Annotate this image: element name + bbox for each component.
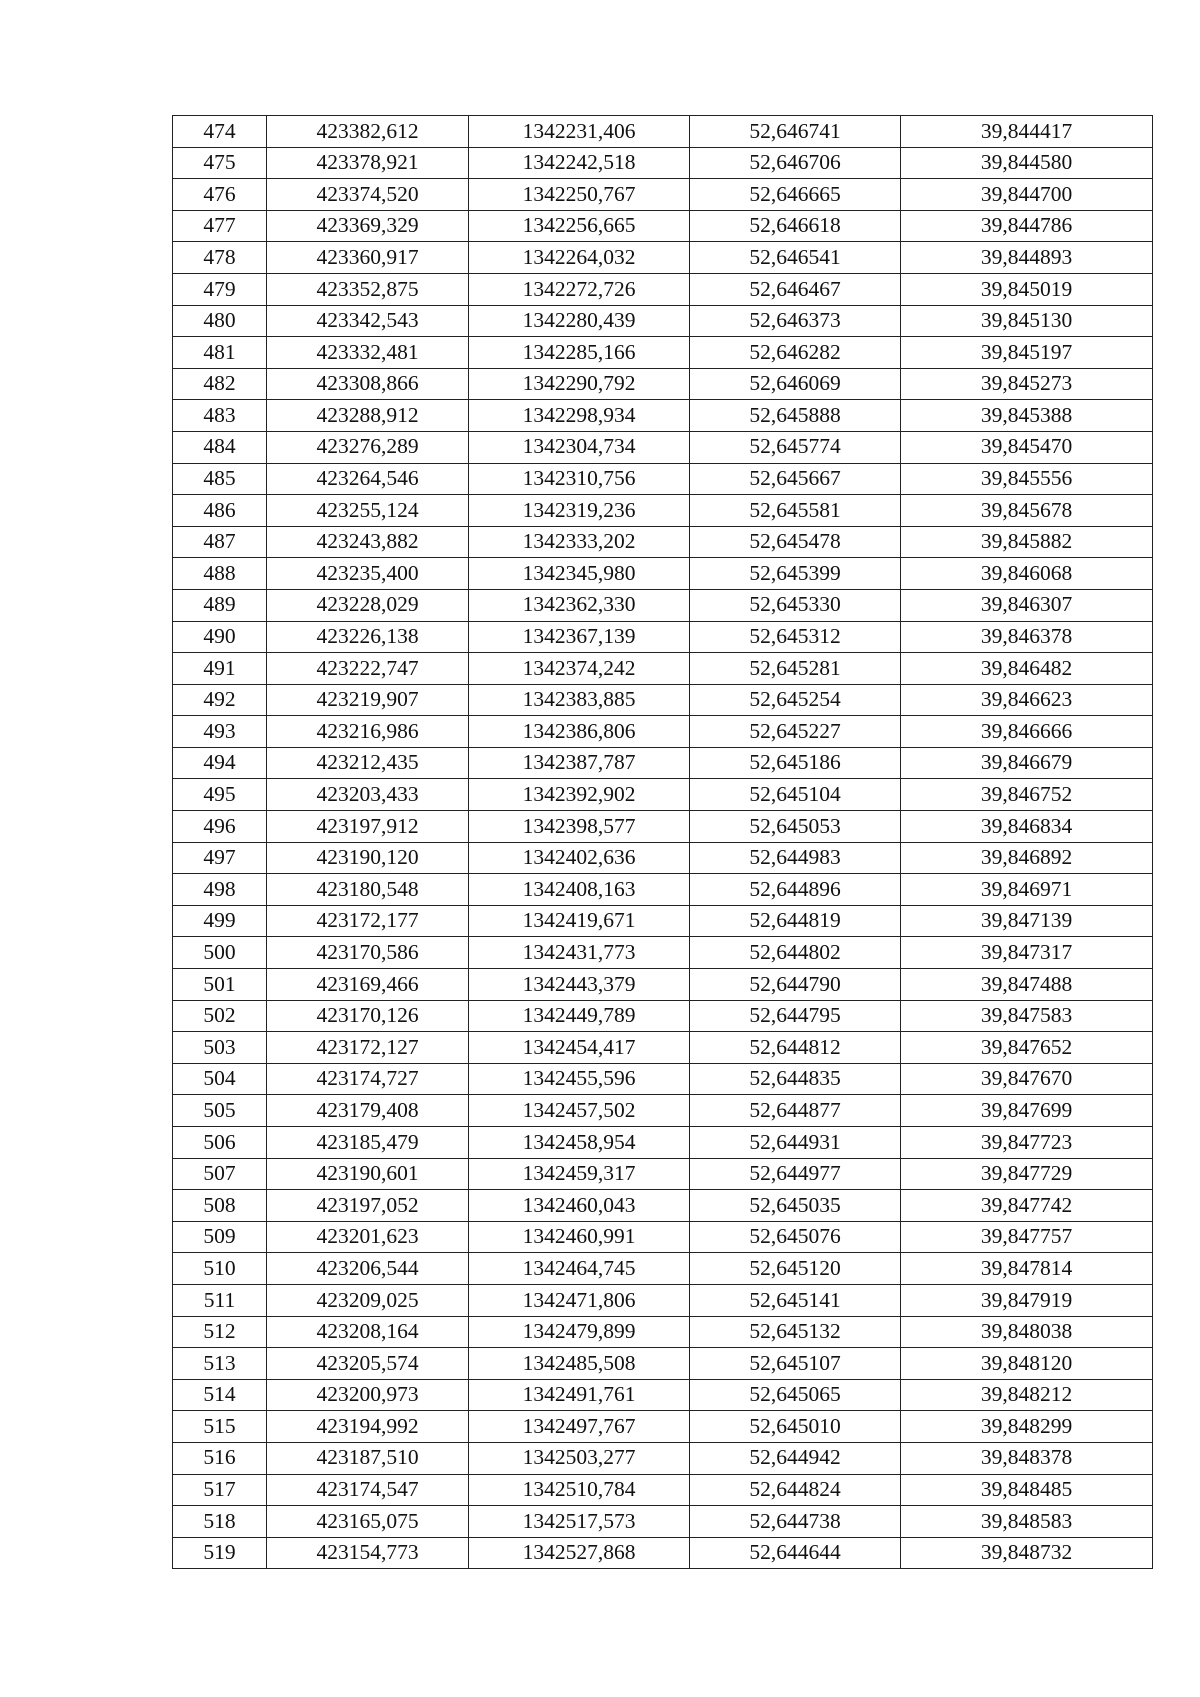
point-number-cell: 478 <box>173 242 267 274</box>
point-number-cell: 505 <box>173 1095 267 1127</box>
longitude-cell: 39,846307 <box>901 589 1153 621</box>
longitude-cell: 39,845882 <box>901 526 1153 558</box>
table-row <box>173 1253 1153 1285</box>
x-coordinate-cell: 423165,075 <box>267 1506 469 1538</box>
x-coordinate-cell: 423170,586 <box>267 937 469 969</box>
table-row <box>173 179 1153 211</box>
x-coordinate-cell: 423172,177 <box>267 905 469 937</box>
latitude-cell: 52,644877 <box>690 1095 901 1127</box>
y-coordinate-cell: 1342362,330 <box>469 589 690 621</box>
latitude-cell: 52,644819 <box>690 905 901 937</box>
x-coordinate-cell: 423197,912 <box>267 811 469 843</box>
table-row <box>173 1537 1153 1569</box>
latitude-cell: 52,644644 <box>690 1537 901 1569</box>
y-coordinate-cell: 1342460,043 <box>469 1190 690 1222</box>
table-row <box>173 210 1153 242</box>
latitude-cell: 52,645399 <box>690 558 901 590</box>
y-coordinate-cell: 1342290,792 <box>469 368 690 400</box>
longitude-cell: 39,846482 <box>901 653 1153 685</box>
table-row <box>173 495 1153 527</box>
x-coordinate-cell: 423228,029 <box>267 589 469 621</box>
table-row <box>173 1506 1153 1538</box>
latitude-cell: 52,645254 <box>690 684 901 716</box>
point-number-cell: 474 <box>173 116 267 148</box>
x-coordinate-cell: 423200,973 <box>267 1379 469 1411</box>
y-coordinate-cell: 1342459,317 <box>469 1158 690 1190</box>
latitude-cell: 52,645330 <box>690 589 901 621</box>
y-coordinate-cell: 1342367,139 <box>469 621 690 653</box>
point-number-cell: 503 <box>173 1032 267 1064</box>
point-number-cell: 484 <box>173 431 267 463</box>
latitude-cell: 52,645076 <box>690 1221 901 1253</box>
x-coordinate-cell: 423352,875 <box>267 273 469 305</box>
table-row <box>173 526 1153 558</box>
table-row <box>173 337 1153 369</box>
x-coordinate-cell: 423185,479 <box>267 1127 469 1159</box>
y-coordinate-cell: 1342333,202 <box>469 526 690 558</box>
latitude-cell: 52,645478 <box>690 526 901 558</box>
table-row <box>173 1316 1153 1348</box>
y-coordinate-cell: 1342285,166 <box>469 337 690 369</box>
table-row <box>173 589 1153 621</box>
table-row <box>173 1127 1153 1159</box>
y-coordinate-cell: 1342402,636 <box>469 842 690 874</box>
longitude-cell: 39,848378 <box>901 1442 1153 1474</box>
latitude-cell: 52,644802 <box>690 937 901 969</box>
latitude-cell: 52,644983 <box>690 842 901 874</box>
longitude-cell: 39,844893 <box>901 242 1153 274</box>
x-coordinate-cell: 423190,601 <box>267 1158 469 1190</box>
longitude-cell: 39,847814 <box>901 1253 1153 1285</box>
point-number-cell: 502 <box>173 1000 267 1032</box>
longitude-cell: 39,845130 <box>901 305 1153 337</box>
longitude-cell: 39,847317 <box>901 937 1153 969</box>
x-coordinate-cell: 423212,435 <box>267 747 469 779</box>
latitude-cell: 52,645010 <box>690 1411 901 1443</box>
latitude-cell: 52,645227 <box>690 716 901 748</box>
longitude-cell: 39,846679 <box>901 747 1153 779</box>
table-row <box>173 779 1153 811</box>
y-coordinate-cell: 1342374,242 <box>469 653 690 685</box>
y-coordinate-cell: 1342387,787 <box>469 747 690 779</box>
x-coordinate-cell: 423169,466 <box>267 969 469 1001</box>
longitude-cell: 39,844580 <box>901 147 1153 179</box>
x-coordinate-cell: 423209,025 <box>267 1284 469 1316</box>
x-coordinate-cell: 423308,866 <box>267 368 469 400</box>
table-row <box>173 905 1153 937</box>
y-coordinate-cell: 1342460,991 <box>469 1221 690 1253</box>
table-row <box>173 147 1153 179</box>
point-number-cell: 480 <box>173 305 267 337</box>
point-number-cell: 512 <box>173 1316 267 1348</box>
y-coordinate-cell: 1342491,761 <box>469 1379 690 1411</box>
point-number-cell: 510 <box>173 1253 267 1285</box>
table-row <box>173 1032 1153 1064</box>
longitude-cell: 39,845678 <box>901 495 1153 527</box>
y-coordinate-cell: 1342479,899 <box>469 1316 690 1348</box>
y-coordinate-cell: 1342431,773 <box>469 937 690 969</box>
latitude-cell: 52,644790 <box>690 969 901 1001</box>
longitude-cell: 39,847583 <box>901 1000 1153 1032</box>
latitude-cell: 52,645035 <box>690 1190 901 1222</box>
latitude-cell: 52,646665 <box>690 179 901 211</box>
latitude-cell: 52,646618 <box>690 210 901 242</box>
y-coordinate-cell: 1342272,726 <box>469 273 690 305</box>
table-row <box>173 558 1153 590</box>
latitude-cell: 52,646069 <box>690 368 901 400</box>
table-row <box>173 1158 1153 1190</box>
x-coordinate-cell: 423216,986 <box>267 716 469 748</box>
latitude-cell: 52,645774 <box>690 431 901 463</box>
table-row <box>173 653 1153 685</box>
table-row <box>173 716 1153 748</box>
point-number-cell: 517 <box>173 1474 267 1506</box>
point-number-cell: 479 <box>173 273 267 305</box>
x-coordinate-cell: 423208,164 <box>267 1316 469 1348</box>
x-coordinate-cell: 423374,520 <box>267 179 469 211</box>
point-number-cell: 504 <box>173 1063 267 1095</box>
y-coordinate-cell: 1342527,868 <box>469 1537 690 1569</box>
table-row <box>173 842 1153 874</box>
x-coordinate-cell: 423180,548 <box>267 874 469 906</box>
longitude-cell: 39,847139 <box>901 905 1153 937</box>
point-number-cell: 488 <box>173 558 267 590</box>
x-coordinate-cell: 423222,747 <box>267 653 469 685</box>
x-coordinate-cell: 423172,127 <box>267 1032 469 1064</box>
latitude-cell: 52,645120 <box>690 1253 901 1285</box>
table-row <box>173 874 1153 906</box>
x-coordinate-cell: 423205,574 <box>267 1348 469 1380</box>
latitude-cell: 52,646541 <box>690 242 901 274</box>
latitude-cell: 52,644738 <box>690 1506 901 1538</box>
latitude-cell: 52,644931 <box>690 1127 901 1159</box>
latitude-cell: 52,645141 <box>690 1284 901 1316</box>
y-coordinate-cell: 1342264,032 <box>469 242 690 274</box>
longitude-cell: 39,844700 <box>901 179 1153 211</box>
latitude-cell: 52,645581 <box>690 495 901 527</box>
point-number-cell: 491 <box>173 653 267 685</box>
point-number-cell: 518 <box>173 1506 267 1538</box>
x-coordinate-cell: 423264,546 <box>267 463 469 495</box>
x-coordinate-cell: 423179,408 <box>267 1095 469 1127</box>
point-number-cell: 482 <box>173 368 267 400</box>
longitude-cell: 39,847699 <box>901 1095 1153 1127</box>
longitude-cell: 39,846378 <box>901 621 1153 653</box>
x-coordinate-cell: 423378,921 <box>267 147 469 179</box>
longitude-cell: 39,848299 <box>901 1411 1153 1443</box>
table-row <box>173 305 1153 337</box>
table-row <box>173 1379 1153 1411</box>
table-row <box>173 463 1153 495</box>
longitude-cell: 39,847723 <box>901 1127 1153 1159</box>
table-row <box>173 1348 1153 1380</box>
longitude-cell: 39,845273 <box>901 368 1153 400</box>
table-row <box>173 400 1153 432</box>
latitude-cell: 52,645107 <box>690 1348 901 1380</box>
point-number-cell: 490 <box>173 621 267 653</box>
x-coordinate-cell: 423243,882 <box>267 526 469 558</box>
longitude-cell: 39,846623 <box>901 684 1153 716</box>
y-coordinate-cell: 1342497,767 <box>469 1411 690 1443</box>
longitude-cell: 39,846752 <box>901 779 1153 811</box>
x-coordinate-cell: 423187,510 <box>267 1442 469 1474</box>
point-number-cell: 501 <box>173 969 267 1001</box>
table-row <box>173 431 1153 463</box>
x-coordinate-cell: 423174,727 <box>267 1063 469 1095</box>
latitude-cell: 52,644812 <box>690 1032 901 1064</box>
longitude-cell: 39,845197 <box>901 337 1153 369</box>
longitude-cell: 39,848038 <box>901 1316 1153 1348</box>
point-number-cell: 496 <box>173 811 267 843</box>
latitude-cell: 52,645053 <box>690 811 901 843</box>
longitude-cell: 39,848120 <box>901 1348 1153 1380</box>
longitude-cell: 39,848583 <box>901 1506 1153 1538</box>
x-coordinate-cell: 423154,773 <box>267 1537 469 1569</box>
latitude-cell: 52,645132 <box>690 1316 901 1348</box>
y-coordinate-cell: 1342231,406 <box>469 116 690 148</box>
longitude-cell: 39,847742 <box>901 1190 1153 1222</box>
y-coordinate-cell: 1342386,806 <box>469 716 690 748</box>
longitude-cell: 39,847729 <box>901 1158 1153 1190</box>
y-coordinate-cell: 1342310,756 <box>469 463 690 495</box>
longitude-cell: 39,845470 <box>901 431 1153 463</box>
x-coordinate-cell: 423219,907 <box>267 684 469 716</box>
longitude-cell: 39,848485 <box>901 1474 1153 1506</box>
y-coordinate-cell: 1342454,417 <box>469 1032 690 1064</box>
x-coordinate-cell: 423174,547 <box>267 1474 469 1506</box>
y-coordinate-cell: 1342398,577 <box>469 811 690 843</box>
y-coordinate-cell: 1342503,277 <box>469 1442 690 1474</box>
table-row <box>173 1190 1153 1222</box>
point-number-cell: 509 <box>173 1221 267 1253</box>
x-coordinate-cell: 423360,917 <box>267 242 469 274</box>
latitude-cell: 52,644795 <box>690 1000 901 1032</box>
table-row <box>173 937 1153 969</box>
y-coordinate-cell: 1342517,573 <box>469 1506 690 1538</box>
latitude-cell: 52,646373 <box>690 305 901 337</box>
point-number-cell: 514 <box>173 1379 267 1411</box>
longitude-cell: 39,847757 <box>901 1221 1153 1253</box>
longitude-cell: 39,847919 <box>901 1284 1153 1316</box>
point-number-cell: 511 <box>173 1284 267 1316</box>
coordinates-table-body <box>173 116 1153 1569</box>
latitude-cell: 52,644835 <box>690 1063 901 1095</box>
point-number-cell: 483 <box>173 400 267 432</box>
y-coordinate-cell: 1342457,502 <box>469 1095 690 1127</box>
point-number-cell: 477 <box>173 210 267 242</box>
longitude-cell: 39,845388 <box>901 400 1153 432</box>
latitude-cell: 52,644942 <box>690 1442 901 1474</box>
latitude-cell: 52,645281 <box>690 653 901 685</box>
longitude-cell: 39,848732 <box>901 1537 1153 1569</box>
x-coordinate-cell: 423197,052 <box>267 1190 469 1222</box>
point-number-cell: 497 <box>173 842 267 874</box>
longitude-cell: 39,847488 <box>901 969 1153 1001</box>
table-row <box>173 621 1153 653</box>
latitude-cell: 52,646282 <box>690 337 901 369</box>
point-number-cell: 487 <box>173 526 267 558</box>
y-coordinate-cell: 1342383,885 <box>469 684 690 716</box>
longitude-cell: 39,845556 <box>901 463 1153 495</box>
point-number-cell: 495 <box>173 779 267 811</box>
latitude-cell: 52,645312 <box>690 621 901 653</box>
y-coordinate-cell: 1342443,379 <box>469 969 690 1001</box>
longitude-cell: 39,845019 <box>901 273 1153 305</box>
table-row <box>173 1221 1153 1253</box>
point-number-cell: 493 <box>173 716 267 748</box>
latitude-cell: 52,645667 <box>690 463 901 495</box>
point-number-cell: 500 <box>173 937 267 969</box>
latitude-cell: 52,644896 <box>690 874 901 906</box>
y-coordinate-cell: 1342250,767 <box>469 179 690 211</box>
point-number-cell: 494 <box>173 747 267 779</box>
table-row <box>173 116 1153 148</box>
table-row <box>173 1474 1153 1506</box>
latitude-cell: 52,645186 <box>690 747 901 779</box>
table-row <box>173 747 1153 779</box>
longitude-cell: 39,846971 <box>901 874 1153 906</box>
table-row <box>173 1000 1153 1032</box>
point-number-cell: 485 <box>173 463 267 495</box>
point-number-cell: 519 <box>173 1537 267 1569</box>
point-number-cell: 486 <box>173 495 267 527</box>
point-number-cell: 506 <box>173 1127 267 1159</box>
y-coordinate-cell: 1342510,784 <box>469 1474 690 1506</box>
table-row <box>173 368 1153 400</box>
point-number-cell: 508 <box>173 1190 267 1222</box>
latitude-cell: 52,645065 <box>690 1379 901 1411</box>
latitude-cell: 52,645888 <box>690 400 901 432</box>
table-row <box>173 811 1153 843</box>
longitude-cell: 39,844417 <box>901 116 1153 148</box>
x-coordinate-cell: 423342,543 <box>267 305 469 337</box>
y-coordinate-cell: 1342280,439 <box>469 305 690 337</box>
x-coordinate-cell: 423255,124 <box>267 495 469 527</box>
y-coordinate-cell: 1342319,236 <box>469 495 690 527</box>
longitude-cell: 39,846892 <box>901 842 1153 874</box>
point-number-cell: 492 <box>173 684 267 716</box>
table-row <box>173 1284 1153 1316</box>
y-coordinate-cell: 1342256,665 <box>469 210 690 242</box>
latitude-cell: 52,644824 <box>690 1474 901 1506</box>
point-number-cell: 516 <box>173 1442 267 1474</box>
y-coordinate-cell: 1342419,671 <box>469 905 690 937</box>
y-coordinate-cell: 1342304,734 <box>469 431 690 463</box>
x-coordinate-cell: 423332,481 <box>267 337 469 369</box>
x-coordinate-cell: 423288,912 <box>267 400 469 432</box>
table-row <box>173 1095 1153 1127</box>
x-coordinate-cell: 423235,400 <box>267 558 469 590</box>
x-coordinate-cell: 423206,544 <box>267 1253 469 1285</box>
point-number-cell: 513 <box>173 1348 267 1380</box>
point-number-cell: 499 <box>173 905 267 937</box>
longitude-cell: 39,844786 <box>901 210 1153 242</box>
longitude-cell: 39,846068 <box>901 558 1153 590</box>
point-number-cell: 507 <box>173 1158 267 1190</box>
latitude-cell: 52,646467 <box>690 273 901 305</box>
longitude-cell: 39,847652 <box>901 1032 1153 1064</box>
x-coordinate-cell: 423382,612 <box>267 116 469 148</box>
point-number-cell: 481 <box>173 337 267 369</box>
table-row <box>173 1442 1153 1474</box>
point-number-cell: 498 <box>173 874 267 906</box>
table-row <box>173 1411 1153 1443</box>
table-row <box>173 969 1153 1001</box>
x-coordinate-cell: 423194,992 <box>267 1411 469 1443</box>
y-coordinate-cell: 1342464,745 <box>469 1253 690 1285</box>
point-number-cell: 476 <box>173 179 267 211</box>
x-coordinate-cell: 423276,289 <box>267 431 469 463</box>
longitude-cell: 39,846666 <box>901 716 1153 748</box>
y-coordinate-cell: 1342242,518 <box>469 147 690 179</box>
y-coordinate-cell: 1342345,980 <box>469 558 690 590</box>
y-coordinate-cell: 1342392,902 <box>469 779 690 811</box>
y-coordinate-cell: 1342485,508 <box>469 1348 690 1380</box>
point-number-cell: 515 <box>173 1411 267 1443</box>
table-row <box>173 242 1153 274</box>
x-coordinate-cell: 423190,120 <box>267 842 469 874</box>
coordinates-table <box>172 115 1153 1569</box>
y-coordinate-cell: 1342458,954 <box>469 1127 690 1159</box>
x-coordinate-cell: 423226,138 <box>267 621 469 653</box>
table-row <box>173 684 1153 716</box>
point-number-cell: 489 <box>173 589 267 621</box>
latitude-cell: 52,646706 <box>690 147 901 179</box>
x-coordinate-cell: 423170,126 <box>267 1000 469 1032</box>
point-number-cell: 475 <box>173 147 267 179</box>
y-coordinate-cell: 1342298,934 <box>469 400 690 432</box>
y-coordinate-cell: 1342471,806 <box>469 1284 690 1316</box>
y-coordinate-cell: 1342455,596 <box>469 1063 690 1095</box>
latitude-cell: 52,646741 <box>690 116 901 148</box>
longitude-cell: 39,848212 <box>901 1379 1153 1411</box>
y-coordinate-cell: 1342408,163 <box>469 874 690 906</box>
x-coordinate-cell: 423369,329 <box>267 210 469 242</box>
x-coordinate-cell: 423201,623 <box>267 1221 469 1253</box>
latitude-cell: 52,644977 <box>690 1158 901 1190</box>
table-row <box>173 1063 1153 1095</box>
x-coordinate-cell: 423203,433 <box>267 779 469 811</box>
longitude-cell: 39,846834 <box>901 811 1153 843</box>
table-row <box>173 273 1153 305</box>
latitude-cell: 52,645104 <box>690 779 901 811</box>
y-coordinate-cell: 1342449,789 <box>469 1000 690 1032</box>
longitude-cell: 39,847670 <box>901 1063 1153 1095</box>
